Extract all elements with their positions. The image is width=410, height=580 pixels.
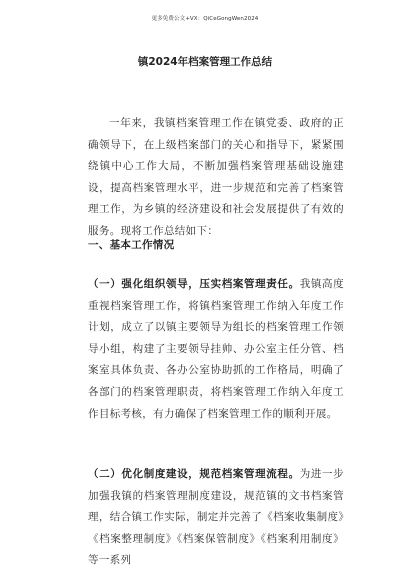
item-body-2: 为进一步加强我镇的档案管理制度建设，规范镇的文书档案管理，结合镇工作实际，制定并完善了《档案收集制度》《档案整理制度》《档案保管制度》《档案利用制度》等一系列 bbox=[88, 468, 344, 567]
item-lead-2: （二）优化制度建设，规范档案管理流程。 bbox=[88, 468, 300, 480]
item-lead-1: （一）强化组织领导，压实档案管理责任。 bbox=[88, 278, 300, 290]
item-body-1: 我镇高度重视档案管理工作，将镇档案管理工作纳入年度工作计划，成立了以镇主要领导为组长的档案管理工作领导小组，构建了主要领导挂帅、办公室主任分管、档案室具体负责、各办公室协助抓的工作格局，明确了各部门的档案管理职责，将档案管理工作纳入年度工作目标考核，有力确保了档案管理工作的顺利开展。 bbox=[88, 278, 344, 420]
document-title: 镇2024年档案管理工作总结 bbox=[137, 56, 273, 68]
item-paragraph-1 bbox=[88, 274, 344, 425]
header-note: 更多免费公文+VX：QiCeGongWen2024 bbox=[151, 16, 259, 22]
intro-paragraph: 一年来，我镇档案管理工作在镇党委、政府的正确领导下，在上级档案部门的关心和指导下，紧紧围绕镇中心工作大局，不断加强档案管理基础设施建设，提高档案管理水平，进一步规范和完善了档案管理工作，为乡镇的经济建设和社会发展提供了有效的服务。现将工作总结如下： bbox=[88, 117, 344, 237]
item-paragraph-2 bbox=[88, 464, 344, 572]
section-heading-basic: 一、基本工作情况 bbox=[88, 239, 175, 251]
